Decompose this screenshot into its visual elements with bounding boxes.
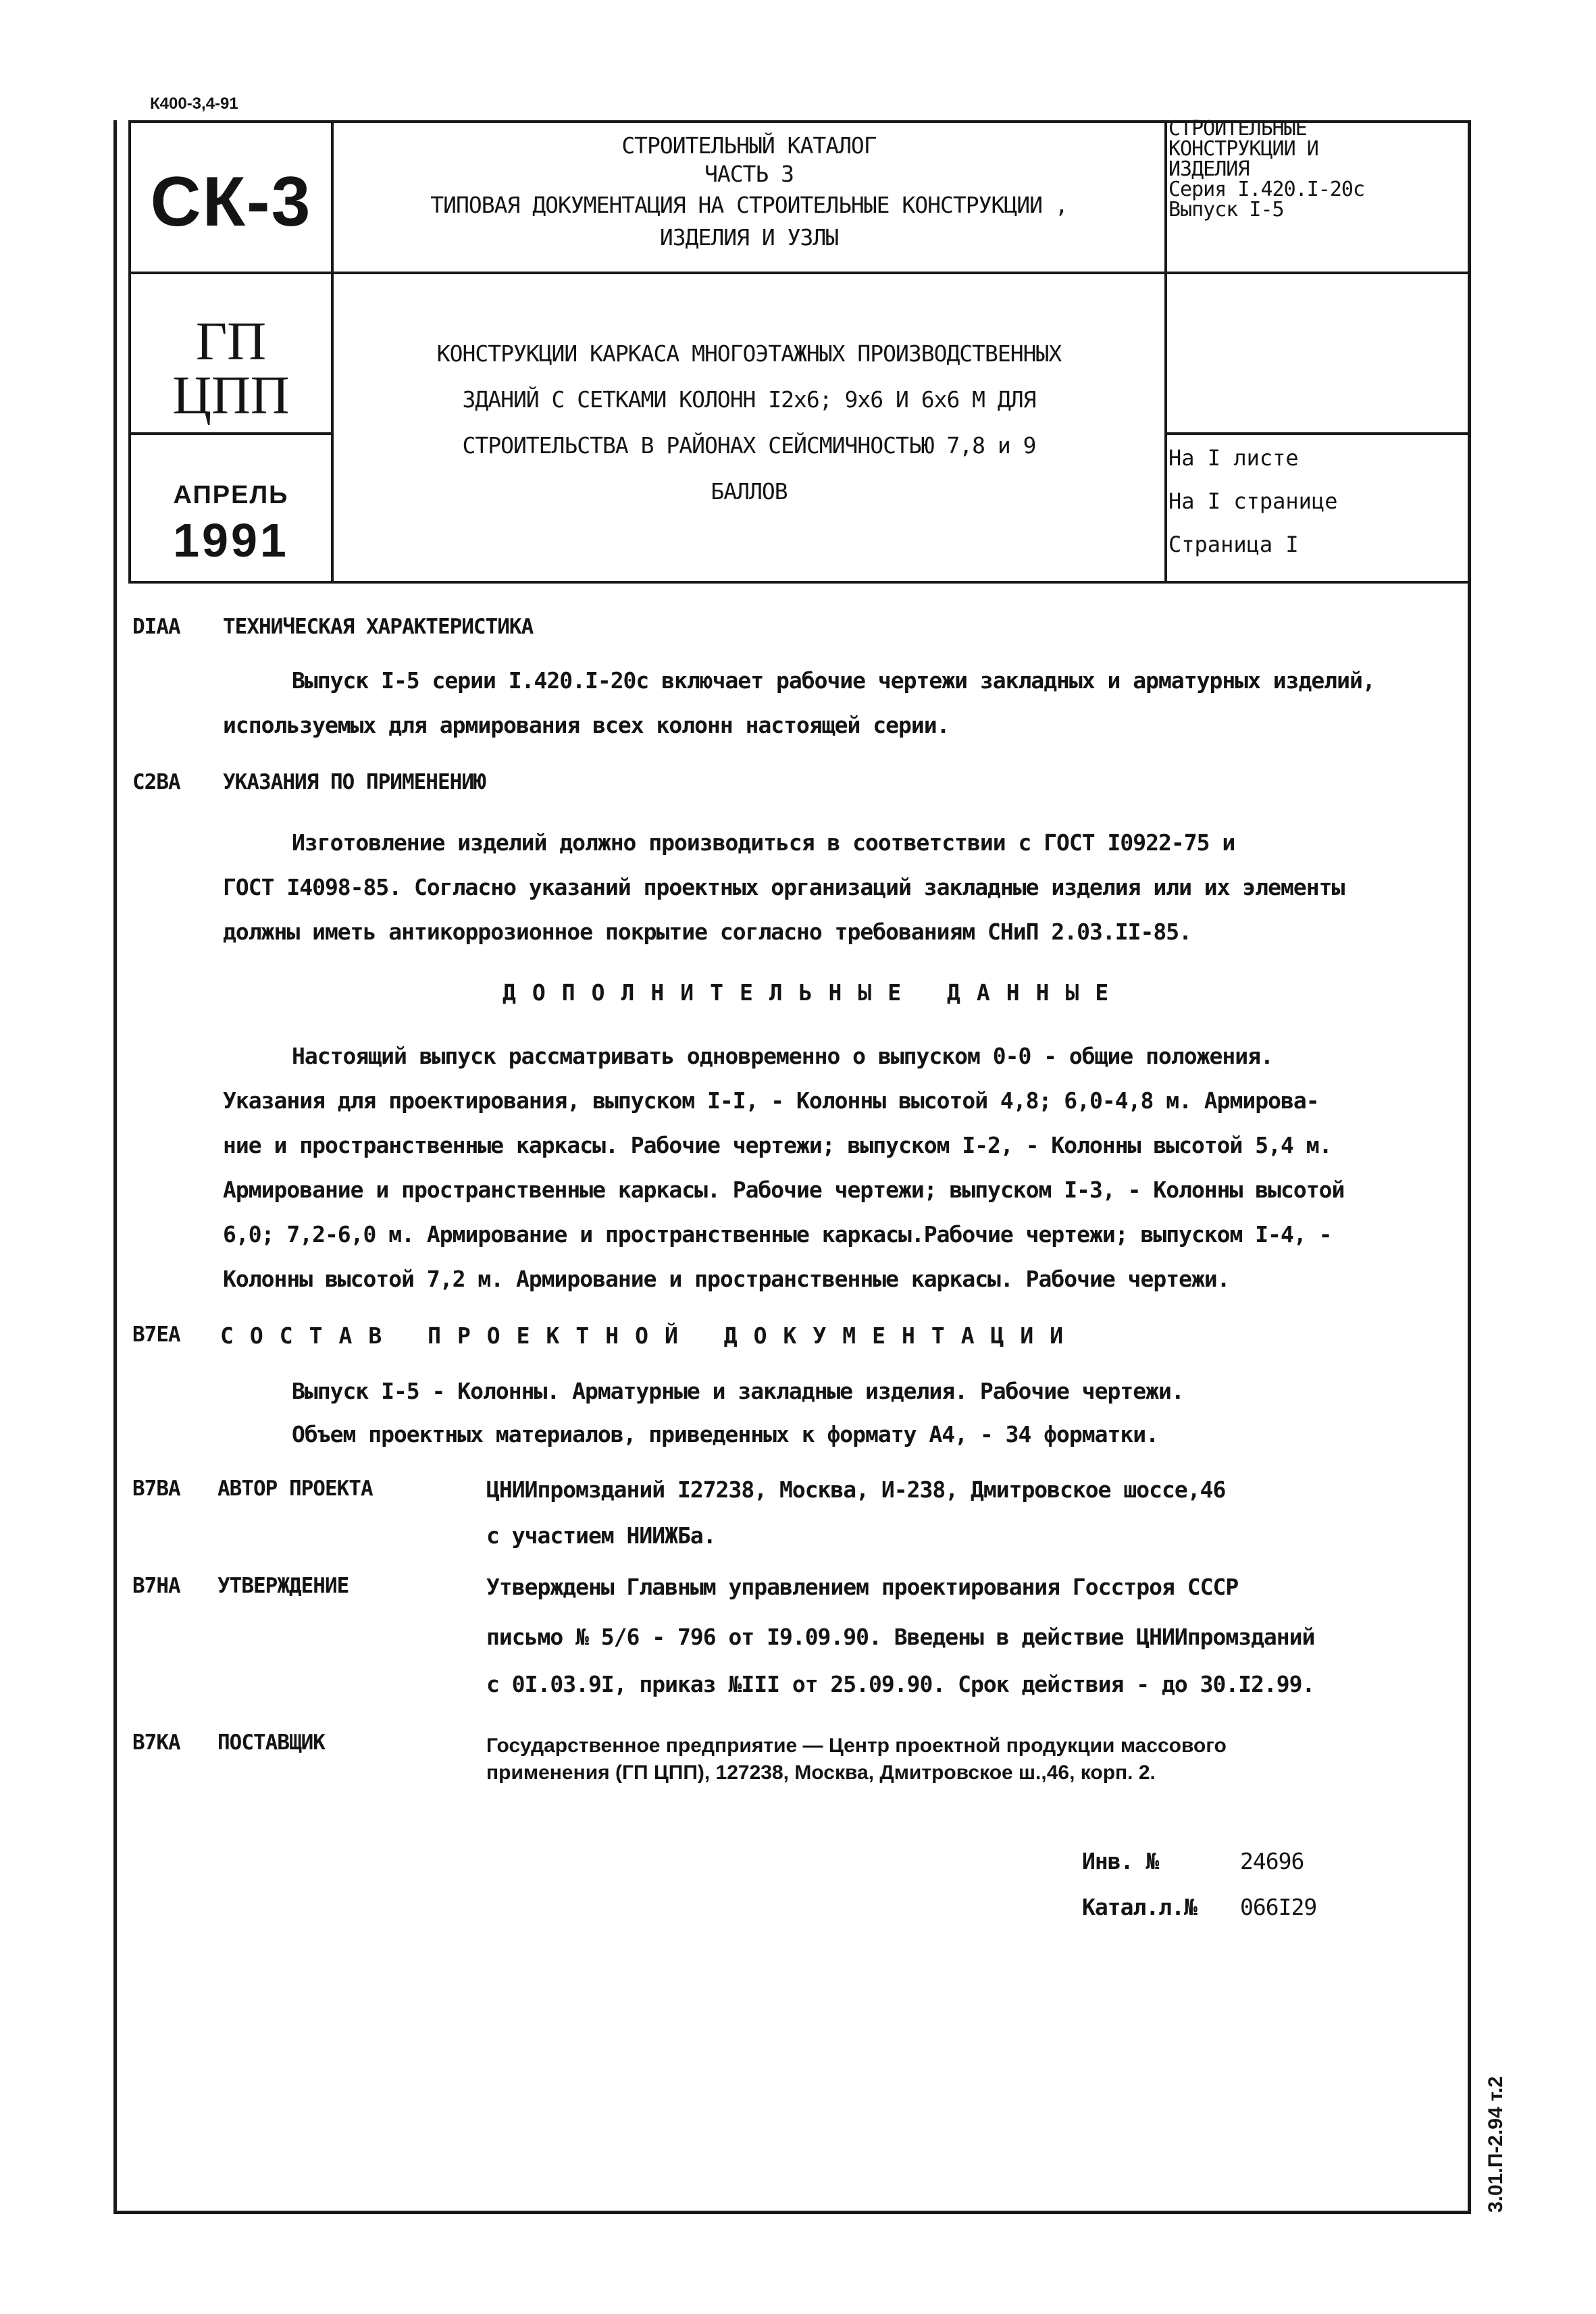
catalog-sheet-label: Катал.л.№ <box>1082 1894 1197 1920</box>
catalog-header-line: СТРОИТЕЛЬНЫЙ КАТАЛОГ <box>621 132 877 159</box>
issue-year: 1991 <box>173 514 289 567</box>
usage-line: ГОСТ I4098-85. Согласно указаний проектных организаций закладные изделия или их элементы <box>223 874 1345 900</box>
additional-line: Армирование и пространственные каркасы. Рабочие чертежи; выпуском I-3, - Колонны высотой <box>223 1177 1345 1203</box>
page-number: Страница I <box>1168 532 1299 557</box>
document-title-line: КОНСТРУКЦИИ КАРКАСА МНОГОЭТАЖНЫХ ПРОИЗВОДСТВЕННЫХ <box>436 340 1062 367</box>
header-bottom-line <box>128 581 1471 584</box>
approval-line: письмо № 5/6 - 796 от I9.09.90. Введены в действие ЦНИИпромзданий <box>486 1624 1315 1650</box>
series-info-line: ИЗДЕЛИЯ <box>1168 157 1250 181</box>
series-info <box>1168 119 1466 220</box>
catalog-header-line: ТИПОВАЯ ДОКУМЕНТАЦИЯ НА СТРОИТЕЛЬНЫЕ КОНСТРУКЦИИ , <box>430 192 1068 218</box>
section-code-tech: DIAA <box>132 615 180 639</box>
catalog-header <box>334 128 1164 255</box>
additional-line: Колонны высотой 7,2 м. Армирование и пространственные каркасы. Рабочие чертежи. <box>223 1266 1230 1292</box>
header-middle-line <box>331 272 1471 274</box>
usage-line: Изготовление изделий должно производиться в соответствии с ГОСТ I0922-75 и <box>292 829 1235 856</box>
section-title-author: АВТОР ПРОЕКТА <box>217 1476 373 1501</box>
series-info-line: Серия I.420.I-20c <box>1168 178 1365 201</box>
side-stamp: 3.01.П-2.94 т.2 <box>1485 2076 1507 2213</box>
series-info-line: Выпуск I-5 <box>1168 198 1284 222</box>
section-code-supplier: B7KA <box>132 1730 180 1755</box>
section-code-composition: B7EA <box>132 1322 180 1347</box>
document-code: К400-3,4-91 <box>150 95 238 113</box>
publisher-line-1: ГП <box>195 312 267 371</box>
right-meta-line <box>1164 432 1471 435</box>
additional-line: 6,0; 7,2-6,0 м. Армирование и пространственные каркасы.Рабочие чертежи; выпуском I-4, - <box>223 1221 1332 1248</box>
additional-line: ние и пространственные каркасы. Рабочие чертежи; выпуском I-2, - Колонны высотой 5,4 м. <box>223 1132 1332 1158</box>
supplier-line: Государственное предприятие — Центр проектной продукции массового <box>486 1734 1227 1757</box>
left-column-sep-2 <box>128 432 332 435</box>
section-code-author: B7BA <box>132 1476 180 1501</box>
series-info-line: КОНСТРУКЦИИ И <box>1168 137 1318 161</box>
pages-count: На I странице <box>1168 488 1338 514</box>
section-code-approval: B7HA <box>132 1574 180 1598</box>
additional-line: Указания для проектирования, выпуском I-I, - Колонны высотой 4,8; 6,0-4,8 м. Армирова- <box>223 1087 1319 1114</box>
left-column-sep-1 <box>128 272 332 274</box>
tech-line: используемых для армирования всех колонн настоящей серии. <box>223 712 950 738</box>
right-column-divider <box>1164 120 1167 581</box>
section-title-approval: УТВЕРЖДЕНИЕ <box>217 1574 349 1598</box>
document-title-line: БАЛЛОВ <box>711 478 788 505</box>
tech-line: Выпуск I-5 серии I.420.I-20с включает рабочие чертежи закладных и арматурных изделий, <box>292 667 1375 694</box>
section-title-additional: ДОПОЛНИТЕЛЬНЫЕ ДАННЫЕ <box>503 979 1125 1006</box>
composition-line: Объем проектных материалов, приведенных к формату А4, - 34 форматки. <box>292 1421 1159 1447</box>
composition-line: Выпуск I-5 - Колонны. Арматурные и закладные изделия. Рабочие чертежи. <box>292 1378 1184 1404</box>
section-code-usage: C2BA <box>132 770 180 794</box>
catalog-sheet-number: 066I29 <box>1240 1894 1317 1920</box>
section-title-composition: СОСТАВ ПРОЕКТНОЙ ДОКУМЕНТАЦИИ <box>220 1322 1080 1349</box>
section-title-usage: УКАЗАНИЯ ПО ПРИМЕНЕНИЮ <box>223 770 486 794</box>
section-title-supplier: ПОСТАВЩИК <box>217 1730 325 1755</box>
document-title <box>334 331 1164 515</box>
additional-line: Настоящий выпуск рассматривать одновременно о выпуском 0-0 - общие положения. <box>292 1043 1273 1069</box>
inventory-number: 24696 <box>1240 1848 1304 1874</box>
document-title-line: СТРОИТЕЛЬСТВА В РАЙОНАХ СЕЙСМИЧНОСТЬЮ 7,8 и 9 <box>462 432 1036 459</box>
sheets-count: На I листе <box>1168 445 1299 471</box>
author-line: с участием НИИЖБа. <box>486 1522 716 1549</box>
approval-line: с 0I.03.9I, приказ №III от 25.09.90. Срок действия - до 30.I2.99. <box>486 1671 1315 1697</box>
approval-line: Утверждены Главным управлением проектирования Госстроя СССР <box>486 1574 1239 1600</box>
catalog-code: СК-3 <box>150 163 312 241</box>
series-info-line: СТРОИТЕЛЬНЫЕ <box>1168 117 1307 140</box>
supplier-line: применения (ГП ЦПП), 127238, Москва, Дмитровское ш.,46, корп. 2. <box>486 1762 1156 1784</box>
document-title-line: ЗДАНИЙ С СЕТКАМИ КОЛОНН I2x6; 9x6 И 6x6 М ДЛЯ <box>462 386 1036 413</box>
catalog-header-line: ЧАСТЬ 3 <box>704 161 794 187</box>
catalog-header-line: ИЗДЕЛИЯ И УЗЛЫ <box>659 224 839 251</box>
publisher-line-2: ЦПП <box>172 366 290 426</box>
inventory-label: Инв. № <box>1082 1848 1159 1874</box>
issue-month: АПРЕЛЬ <box>173 481 289 509</box>
author-line: ЦНИИпромзданий I27238, Москва, И-238, Дмитровское шоссе,46 <box>486 1476 1226 1503</box>
section-title-tech: ТЕХНИЧЕСКАЯ ХАРАКТЕРИСТИКА <box>223 615 534 639</box>
usage-line: должны иметь антикоррозионное покрытие согласно требованиям СНиП 2.03.II-85. <box>223 919 1191 945</box>
